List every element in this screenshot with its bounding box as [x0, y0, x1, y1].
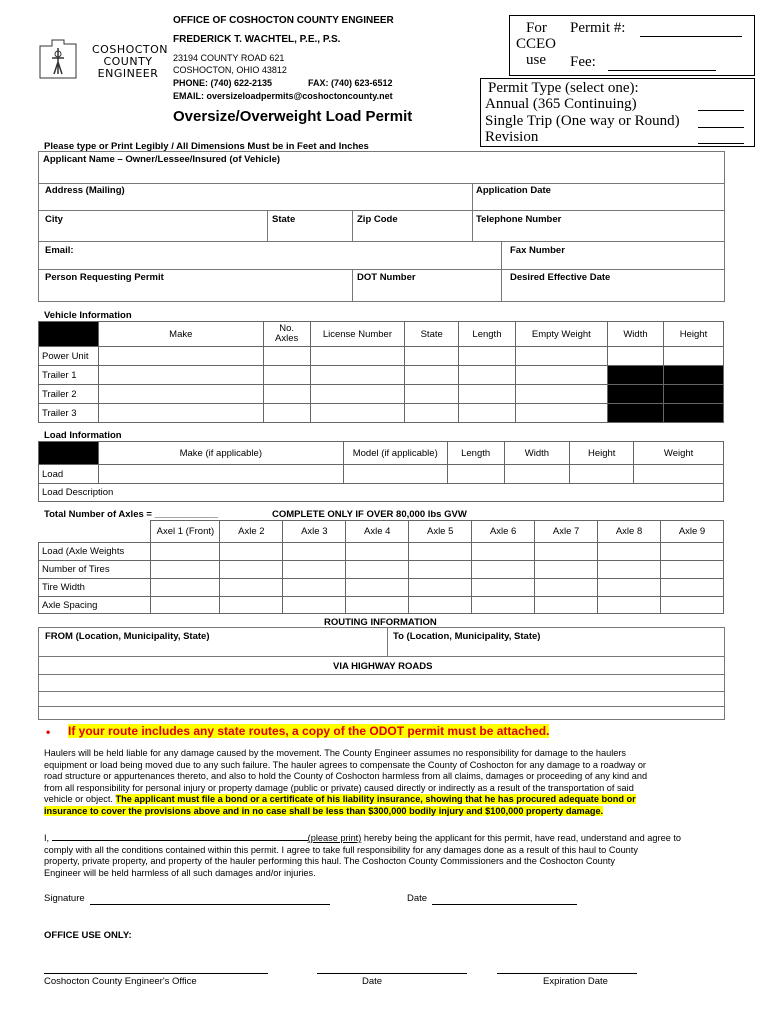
- axle-col-6: Axle 6: [472, 521, 535, 543]
- load-col-height: Height: [570, 442, 634, 465]
- applicant-section: [38, 151, 725, 302]
- table-row: [39, 366, 724, 385]
- route-from-label: FROM (Location, Municipality, State): [45, 631, 210, 642]
- applicant-name-label: Applicant Name – Owner/Lessee/Insured (of Vehicle): [43, 154, 281, 165]
- axle-col-8: Axle 8: [598, 521, 661, 543]
- axle-row-tires: Number of Tires: [39, 561, 151, 579]
- agreement-paragraph: I, (please print) hereby being the applicant for this permit, have read, understand and agree to comply with all the conditions contained within this permit. I agree to take full responsibility for any damages done as a result of this haul to County property, private property, and property of the hauler performing this haul. The Coshocton County Commissioners and the Coshocton County Engineer will be held harmless of all such damages and/or injuries.: [44, 833, 682, 878]
- table-row: [39, 465, 724, 484]
- zip-label: Zip Code: [357, 214, 398, 225]
- vehicle-col-make: Make: [98, 322, 263, 347]
- axle-col-3: Axle 3: [283, 521, 346, 543]
- vehicle-row-trailer-3: Trailer 3: [39, 404, 99, 423]
- routing-title: ROUTING INFORMATION: [324, 617, 437, 628]
- table-row: [39, 385, 724, 404]
- notice-bullet: •: [46, 725, 51, 739]
- permit-type-single[interactable]: Single Trip (One way or Round): [485, 113, 680, 129]
- office-date-label: Date: [362, 976, 383, 987]
- application-date-label: Application Date: [476, 185, 551, 196]
- axle-col-5: Axle 5: [409, 521, 472, 543]
- bond-requirement-1: The applicant must file a bond or a certificate of his liability insurance, showing that he has procured adequate bond or: [115, 794, 636, 805]
- axle-row-weights: Load (Axle Weights: [39, 543, 151, 561]
- city-label: City: [45, 214, 63, 225]
- table-row: [39, 347, 724, 366]
- table-row: [39, 561, 724, 579]
- form-title: Oversize/Overweight Load Permit: [173, 108, 413, 125]
- vehicle-col-license: License Number: [310, 322, 405, 347]
- fee-label: Fee:: [570, 54, 596, 70]
- address-line-2: COSHOCTON, OHIO 43812: [173, 65, 287, 75]
- permit-type-annual[interactable]: Annual (365 Continuing): [485, 96, 637, 112]
- applicant-print-name-field[interactable]: [52, 840, 308, 841]
- vehicle-col-height: Height: [664, 322, 724, 347]
- load-row-load: Load: [39, 465, 99, 484]
- route-to-label: To (Location, Municipality, State): [393, 631, 541, 642]
- vehicle-col-length: Length: [459, 322, 516, 347]
- load-row-description[interactable]: Load Description: [39, 484, 724, 502]
- load-col-weight: Weight: [634, 442, 724, 465]
- address-line-1: 23194 COUNTY ROAD 621: [173, 53, 285, 63]
- email-label: Email:: [45, 245, 74, 256]
- engineer-name: FREDERICK T. WACHTEL, P.E., P.S.: [173, 34, 341, 45]
- bond-requirement-2: insurance to cover the provisions above and in no case shall be less than $300,000 bodily injury and $100,000 property damage.: [44, 805, 604, 816]
- vehicle-info-title: Vehicle Information: [44, 310, 132, 321]
- email: EMAIL: oversizeloadpermits@coshoctoncounty.net: [173, 91, 393, 101]
- permit-type-revision[interactable]: Revision: [485, 129, 539, 145]
- revision-check-line[interactable]: [698, 143, 744, 144]
- office-date-field[interactable]: [317, 973, 467, 974]
- axle-table: [38, 520, 724, 614]
- logo-line-1: COSHOCTON: [92, 43, 169, 56]
- signature-date-label: Date: [407, 893, 428, 904]
- logo: [36, 38, 169, 84]
- axle-row-tire-width: Tire Width: [39, 579, 151, 597]
- signature-date-field[interactable]: [432, 904, 577, 905]
- cceo-label: CCEO: [516, 36, 557, 52]
- load-col-make: Make (if applicable): [98, 442, 343, 465]
- table-row: [39, 543, 724, 561]
- cceo-for: For: [526, 20, 547, 36]
- requester-label: Person Requesting Permit: [45, 272, 164, 283]
- odot-notice: If your route includes any state routes, a copy of the ODOT permit must be attached.: [68, 724, 550, 738]
- office-use-title: OFFICE USE ONLY:: [44, 930, 132, 941]
- signature-label: Signature: [44, 893, 85, 904]
- county-outline-icon: [38, 38, 78, 82]
- fee-field[interactable]: [608, 70, 716, 71]
- vehicle-row-trailer-1: Trailer 1: [39, 366, 99, 385]
- axle-col-4: Axle 4: [346, 521, 409, 543]
- state-label: State: [272, 214, 296, 225]
- office-signature-field[interactable]: [44, 973, 268, 974]
- vehicle-col-width: Width: [607, 322, 663, 347]
- vehicle-table: [38, 321, 724, 423]
- table-row: [39, 404, 724, 423]
- annual-check-line[interactable]: [698, 110, 744, 111]
- permit-type-box: [480, 78, 755, 147]
- office-title: OFFICE OF COSHOCTON COUNTY ENGINEER: [173, 15, 394, 26]
- logo-line-2: COUNTY: [103, 55, 153, 68]
- load-info-title: Load Information: [44, 430, 122, 441]
- address-label: Address (Mailing): [45, 185, 125, 196]
- phone: PHONE: (740) 622-2135: [173, 78, 273, 88]
- effective-date-label: Desired Effective Date: [510, 272, 611, 283]
- fax: FAX: (740) 623-6512: [308, 78, 393, 88]
- single-check-line[interactable]: [698, 127, 744, 128]
- complete-over-80k-label: COMPLETE ONLY IF OVER 80,000 lbs GVW: [272, 509, 467, 520]
- axle-col-7: Axle 7: [535, 521, 598, 543]
- permit-type-title: Permit Type (select one):: [488, 80, 639, 96]
- vehicle-row-trailer-2: Trailer 2: [39, 385, 99, 404]
- logo-line-3: ENGINEER: [97, 67, 159, 80]
- table-row: [39, 579, 724, 597]
- cceo-box: [509, 15, 755, 76]
- vehicle-col-state: State: [405, 322, 459, 347]
- table-row: [39, 484, 724, 502]
- vehicle-col-axles: No. Axles: [263, 322, 310, 347]
- signature-field[interactable]: [90, 904, 330, 905]
- total-axles-label: Total Number of Axles = ____________: [44, 509, 218, 520]
- routing-section: [38, 627, 725, 720]
- axle-col-2: Axle 2: [220, 521, 283, 543]
- cceo-use: use: [526, 52, 546, 68]
- load-col-model: Model (if applicable): [343, 442, 447, 465]
- load-table: [38, 441, 724, 502]
- load-col-length: Length: [447, 442, 504, 465]
- office-label: Coshocton County Engineer's Office: [44, 976, 197, 987]
- table-row: [39, 597, 724, 614]
- vehicle-row-power-unit: Power Unit: [39, 347, 99, 366]
- expiration-date-field[interactable]: [497, 973, 637, 974]
- instructions: Please type or Print Legibly / All Dimensions Must be in Feet and Inches: [44, 141, 369, 152]
- permit-number-field[interactable]: [640, 36, 742, 37]
- dot-label: DOT Number: [357, 272, 416, 283]
- axle-col-9: Axle 9: [661, 521, 724, 543]
- load-col-width: Width: [504, 442, 570, 465]
- via-highway-label: VIA HIGHWAY ROADS: [333, 661, 433, 672]
- fax-label: Fax Number: [510, 245, 565, 256]
- telephone-label: Telephone Number: [476, 214, 562, 225]
- permit-number-label: Permit #:: [570, 20, 626, 36]
- expiration-date-label: Expiration Date: [543, 976, 608, 987]
- vehicle-col-empty-weight: Empty Weight: [515, 322, 607, 347]
- liability-paragraph: Haulers will be held liable for any damage caused by the movement. The County Engineer assumes no responsibility for damage to the haulers equipment or load being moved due to any such failure. The hauler agrees to compensate the County of Coshocton for any damage to a roadway or road structure or appurtenances thereto, and also to hold the County of Coshocton harmless from all claims, damages or proceeding of any kind and from all responsibility for personal injury or property damage (public or private) caused directly or indirectly as a result of the transportation of said vehicle or object. The applicant must file a bond or a certificate of his liability insurance, showing that he has procured adequate bond or insurance to cover the provisions above and in no case shall be less than $300,000 bodily injury and $100,000 property damage.: [44, 748, 648, 816]
- axle-row-spacing: Axle Spacing: [39, 597, 151, 614]
- axle-col-1: Axel 1 (Front): [151, 521, 220, 543]
